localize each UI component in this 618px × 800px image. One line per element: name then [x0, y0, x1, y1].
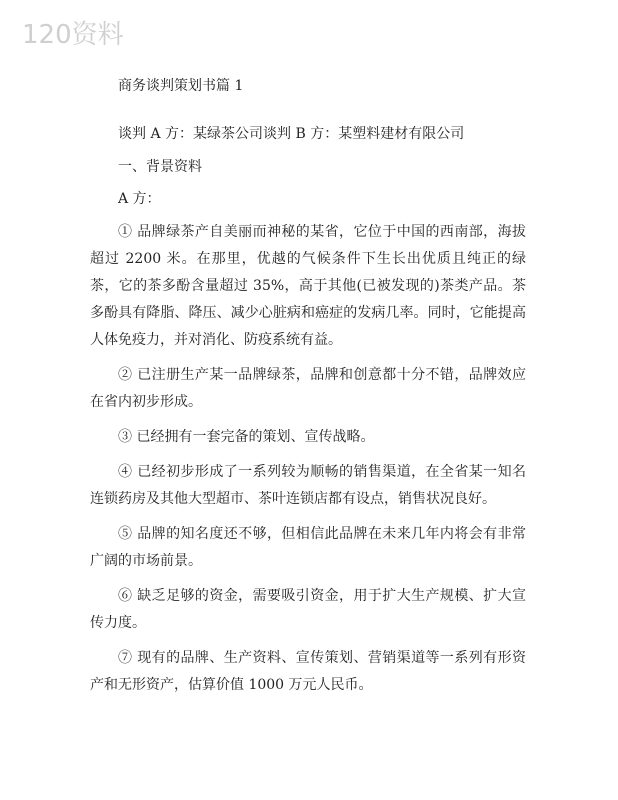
- list-item: ② 已注册生产某一品牌绿茶，品牌和创意都十分不错，品牌效应在省内初步形成。: [90, 367, 526, 410]
- document-title: 商务谈判策划书篇 1: [118, 78, 244, 94]
- subsection-label-party-a: A 方：: [118, 191, 161, 207]
- watermark-logo: 120资料: [22, 20, 124, 50]
- list-item: ⑤ 品牌的知名度还不够，但相信此品牌在未来几年内将会有非常广阔的市场前景。: [90, 526, 526, 569]
- list-item: ⑦ 现有的品牌、生产资料、宣传策划、营销渠道等一系列有形资产和无形资产，估算价值 1000 万元人民币。: [90, 650, 526, 693]
- list-item: ⑥ 缺乏足够的资金，需要吸引资金，用于扩大生产规模、扩大宣传力度。: [90, 588, 526, 631]
- negotiating-parties: 谈判 A 方：某绿茶公司谈判 B 方：某塑料建材有限公司: [118, 126, 465, 142]
- party-a-background-list: [90, 219, 526, 707]
- section-heading-background: 一、背景资料: [118, 159, 202, 175]
- list-item: ① 品牌绿茶产自美丽而神秘的某省，它位于中国的西南部，海拔超过 2200 米。在那里，优越的气候条件下生长出优质且纯正的绿茶，它的茶多酚含量超过 35%，高于其他(已被发现的)茶类产品。茶多酚具有降脂、降压、减少心脏病和癌症的发病几率。同时，它能提高人体免疫力，并对消化、防疫系统有益。: [90, 224, 526, 348]
- list-item: ③ 已经拥有一套完备的策划、宣传战略。: [118, 429, 375, 445]
- list-item: ④ 已经初步形成了一系列较为顺畅的销售渠道，在全省某一知名连锁药房及其他大型超市、茶叶连锁店都有设点，销售状况良好。: [90, 464, 526, 507]
